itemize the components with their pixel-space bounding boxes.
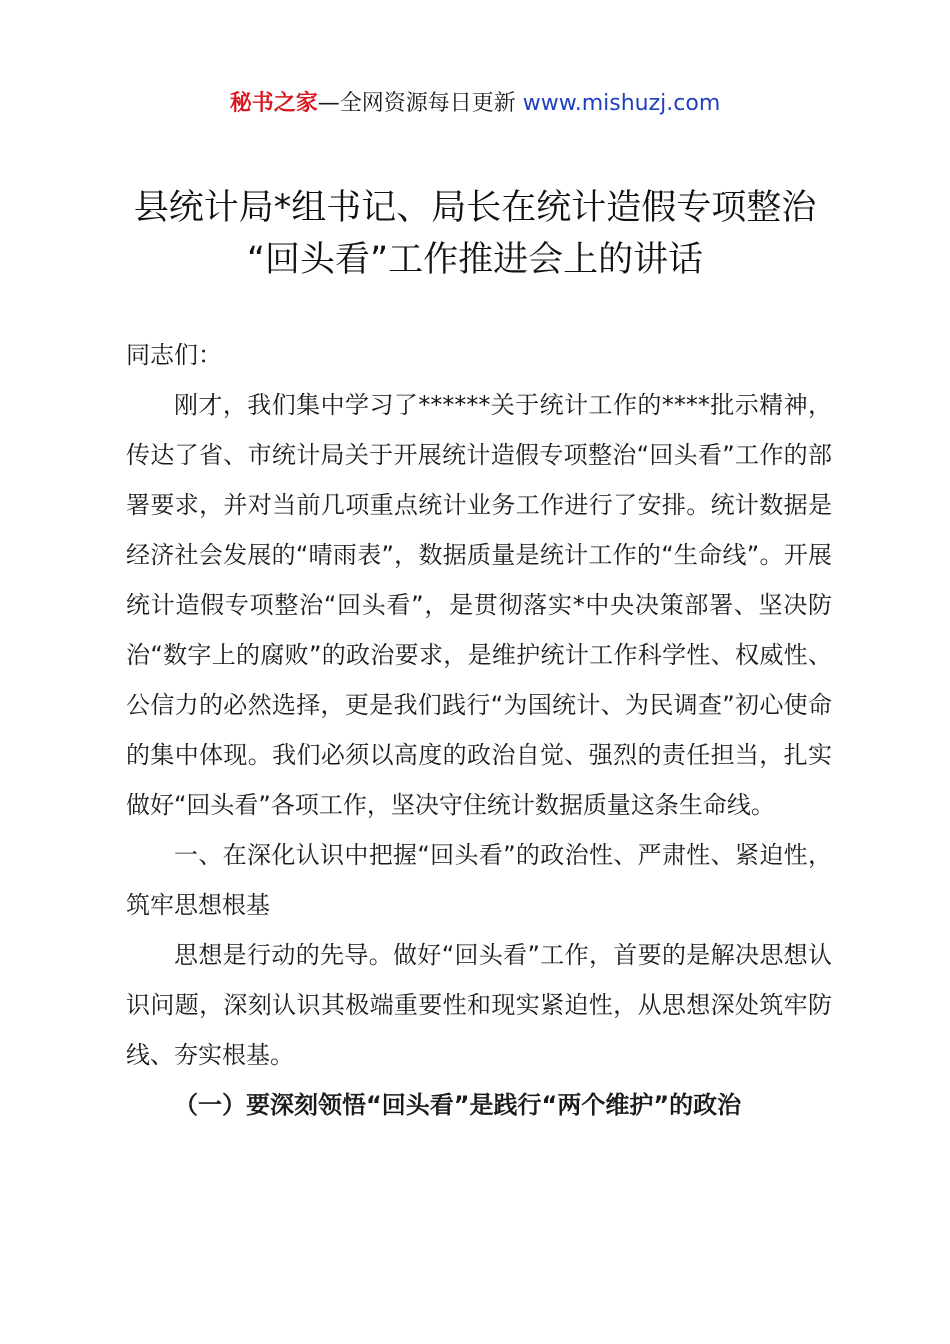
subheading-1: （一）要深刻领悟“回头看”是践行“两个维护”的政治: [174, 1091, 742, 1119]
paragraph-intro: 刚才，我们集中学习了******关于统计工作的****批示精神，传达了省、市统计局关于开展统计造假专项整治“回头看”工作的部署要求，并对当前几项重点统计业务工作进行了安排。统计数据是经济社会发展的“晴雨表”，数据质量是统计工作的“生命线”。开展统计造假专项整治“回头看”，是贯彻落实*中央决策部署、坚决防治“数字上的腐败”的政治要求，是维护统计工作科学性、权威性、公信力的必然选择，更是我们践行“为国统计、为民调查”初心使命的集中体现。我们必须以高度的政治自觉、强烈的责任担当，扎实做好“回头看”各项工作，坚决守住统计数据质量这条生命线。: [126, 391, 832, 819]
site-header: [0, 86, 950, 122]
salutation: 同志们：: [126, 341, 222, 369]
title-line-1: 县统计局*组书记、局长在统计造假专项整治: [133, 188, 817, 228]
document-title: [0, 182, 950, 286]
site-url-link[interactable]: www.mishuzj.com: [522, 91, 721, 116]
title-line-2: “回头看”工作推进会上的讲话: [246, 240, 704, 280]
document-body: [126, 330, 832, 1130]
site-slogan: —全网资源每日更新: [317, 91, 516, 116]
section-heading-1: 一、在深化认识中把握“回头看”的政治性、严肃性、紧迫性，筑牢思想根基: [126, 841, 832, 919]
site-brand: 秘书之家: [229, 91, 318, 116]
paragraph-section-1: 思想是行动的先导。做好“回头看”工作，首要的是解决思想认识问题，深刻认识其极端重要性和现实紧迫性，从思想深处筑牢防线、夯实根基。: [126, 941, 832, 1069]
